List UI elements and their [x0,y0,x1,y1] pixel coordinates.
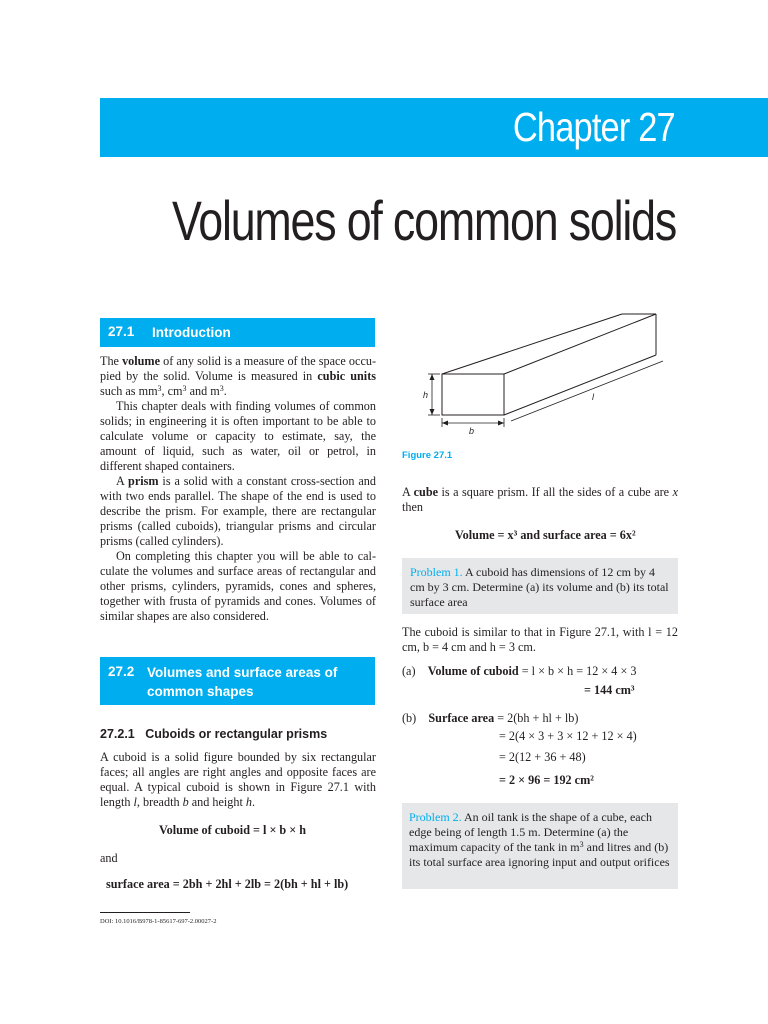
section-heading-introduction [100,318,375,347]
problem-2-box: Problem 2. An oil tank is the shape of a cube, each edge being of length 1.5 m. Determine (a) the maximum capacity of the tank in $m^3$ and litres and (b) its total surface area ignoring input and output orifices [402,803,678,889]
chapter-title: Volumes of common solids [171,189,676,252]
cuboid-top-edge [504,314,656,374]
section-number: 27.2 [108,664,135,679]
problem-1-box [402,558,678,614]
solution-b-line2: = 2(4 × 3 + 3 × 12 + 12 × 4) [499,729,637,743]
chapter-label: Chapter 27 [512,104,675,150]
and-text: and [100,851,118,865]
volume-formula: Volume of cuboid = l × b × h [159,823,307,837]
solution-a-line1: (a) Volume of cuboid = l × b × h = 12 × 4 × 3 [402,664,637,678]
cuboid-top-edge [442,314,622,374]
solution-1-intro: The cuboid is similar to that in Figure 27.1, with l = 12 cm, b = 4 cm and h = 3 cm. [402,625,678,654]
problem-label: Problem 1. [410,565,463,579]
problem-text: A cuboid has dimensions of 12 cm by 4 cm by 3 cm. Determine (a) its volume and (b) its total surface area [410,565,669,609]
section-title: Introduction [152,325,231,340]
label-h: h [423,390,429,400]
solution-b-line4: = 2 × 96 = 192 cm² [499,773,594,787]
solution-a-line2: = 144 cm³ [584,683,635,697]
section-number: 27.1 [108,324,135,339]
paragraph: A cuboid is a solid figure bounded by six rectangular faces; all angles are right angles and opposite faces are equal. A typical cuboid is shown in Figure 27.1 with length l, breadth b and height h. [100,750,376,809]
section-heading-volumes [100,657,375,705]
problem-label: Problem 2. [409,810,462,824]
cube-formula: Volume = x³ and surface area = 6x² [455,528,636,542]
solution-b-line3: = 2(12 + 36 + 48) [499,750,586,764]
subsection-heading: 27.2.1 Cuboids or rectangular prisms [100,727,328,741]
figure-caption: Figure 27.1 [402,450,453,461]
paragraph: On completing this chapter you will be able to cal-culate the volumes and surface areas of rectangular and other prisms, cylinders, pyramids, cones and spheres, together with frusta of pyramids and cones. Volumes of similar shapes are also considered. [100,549,376,623]
label-b: b [469,426,475,436]
solution-b-line1: (b) Surface area = 2(bh + hl + lb) [402,711,579,725]
surface-area-formula: surface area = 2bh + 2hl + 2lb = 2(bh + hl + lb) [106,877,349,891]
cube-text: A cube is a square prism. If all the sides of a cube are x then [402,485,678,514]
chapter-band [100,98,768,157]
paragraph: A prism is a solid with a constant cross-section and with two ends parallel. The shape of the end is used to describe the prism. For example, there are rectangular prisms (called cuboids), triangular prisms and circular prisms (called cylinders). [100,474,376,548]
cuboid-side-edge [504,355,656,415]
paragraph: The volume of any solid is a measure of the space occu-pied by the solid. Volume is measured in cubic units such as $mm^3$, $cm^3$ and $m^3$. [100,354,377,398]
footnote-doi: DOI: 10.1016/B978-1-85617-697-2.00027-2 [100,918,217,925]
dimension-l [511,361,663,421]
cuboid-figure [410,310,690,440]
footnote-rule [100,912,190,913]
label-l: l [592,392,594,402]
paragraph: This chapter deals with finding volumes of common solids; in engineering it is often important to be able to calculate volume or capacity to estimate, say, the amount of liquid, such as water, oil or petrol, in different shaped containers. [100,399,376,473]
section-title: Volumes and surface areas of [147,665,338,680]
cuboid-front-face [442,374,504,415]
section-title-line2: common shapes [147,684,254,699]
cuboid-text [100,750,376,810]
intro-text [100,354,376,624]
